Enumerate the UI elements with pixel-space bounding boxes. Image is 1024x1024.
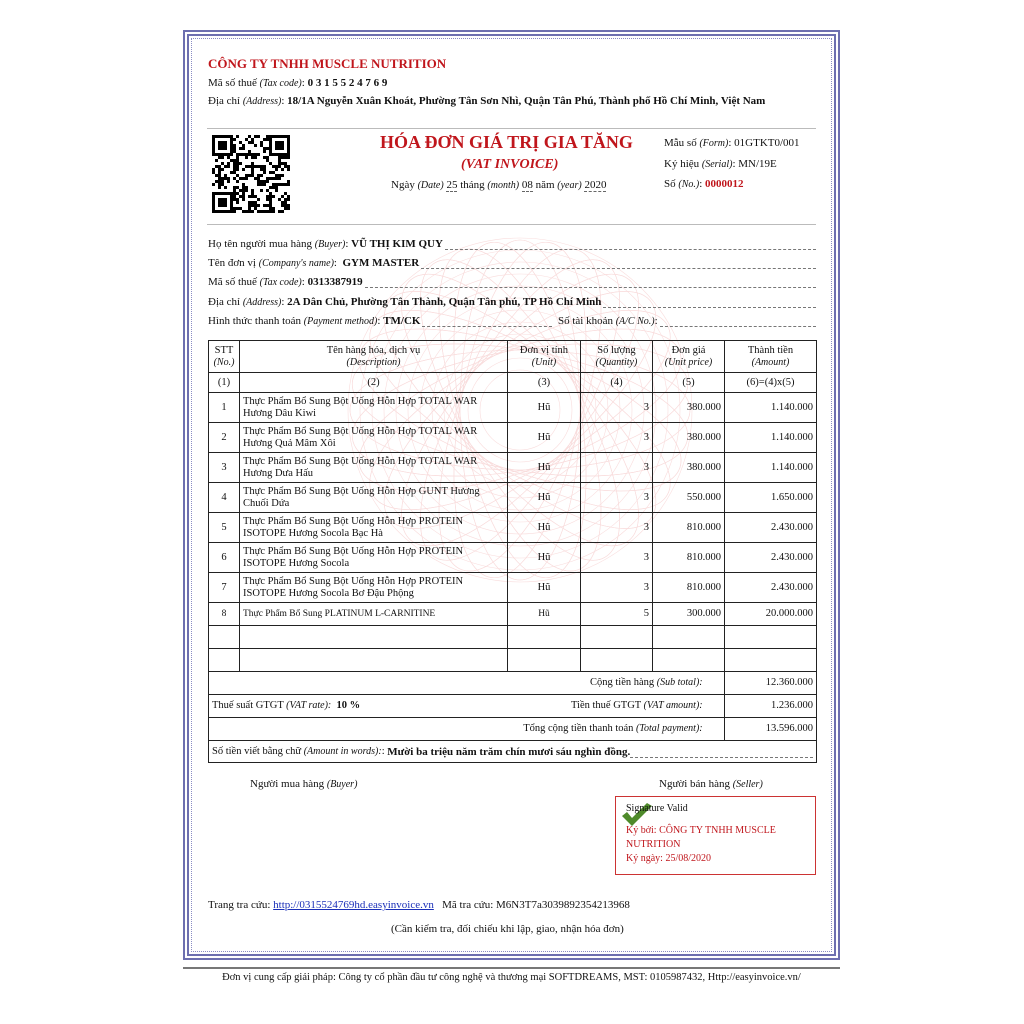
index-row bbox=[209, 373, 817, 393]
column-header: Số lượng (Quantity) bbox=[581, 341, 653, 373]
row-amount: 2.430.000 bbox=[725, 513, 817, 543]
row-no: 4 bbox=[209, 483, 240, 513]
column-index: (5) bbox=[653, 373, 725, 393]
total-row bbox=[209, 718, 817, 741]
row-description: Thực Phẩm Bổ Sung Bột Uống Hỗn Hợp PROTEIN ISOTOPE Hương Socola bbox=[240, 543, 508, 573]
table-row bbox=[209, 513, 817, 543]
table-row bbox=[209, 573, 817, 603]
row-unit-price: 380.000 bbox=[653, 453, 725, 483]
seller-tax-code: Mã số thuế (Tax code): 0 3 1 5 5 2 4 7 6 9 bbox=[208, 77, 388, 89]
total-value: 13.596.000 bbox=[725, 718, 817, 741]
signature-status: Signature Valid bbox=[626, 803, 688, 814]
table-row bbox=[209, 393, 817, 423]
row-unit: Hũ bbox=[508, 573, 581, 603]
payment-line: Hình thức thanh toán (Payment method) : TM/CK Số tài khoản (A/C No.) : bbox=[208, 311, 816, 327]
row-unit: Hũ bbox=[508, 453, 581, 483]
row-amount: 1.140.000 bbox=[725, 453, 817, 483]
column-header: STT (No.) bbox=[209, 341, 240, 373]
seller-address: Địa chỉ (Address): 18/1A Nguyễn Xuân Khoát, Phường Tân Sơn Nhì, Quận Tân Phú, Thành phố Hồ Chí Minh, Việt Nam bbox=[208, 95, 766, 107]
row-unit: Hũ bbox=[508, 423, 581, 453]
row-unit-price: 810.000 bbox=[653, 543, 725, 573]
row-unit-price: 810.000 bbox=[653, 573, 725, 603]
amount-in-words: Số tiền viết bằng chữ (Amount in words): : Mười ba triệu năm trăm chín mươi sáu nghìn đồng. bbox=[209, 741, 817, 763]
table-cell bbox=[240, 626, 508, 649]
row-unit: Hũ bbox=[508, 603, 581, 626]
subtotal-row bbox=[209, 672, 817, 695]
row-description: Thực Phẩm Bổ Sung Bột Uống Hỗn Hợp TOTAL WAR Hương Quả Mâm Xôi bbox=[240, 423, 508, 453]
vat-row bbox=[209, 695, 817, 718]
divider bbox=[207, 128, 816, 129]
row-no: 6 bbox=[209, 543, 240, 573]
row-quantity: 3 bbox=[581, 393, 653, 423]
table-row bbox=[209, 543, 817, 573]
row-quantity: 5 bbox=[581, 603, 653, 626]
row-description: Thực Phẩm Bổ Sung Bột Uống Hỗn Hợp TOTAL WAR Hương Dâu Kiwi bbox=[240, 393, 508, 423]
row-quantity: 3 bbox=[581, 513, 653, 543]
empty-row bbox=[209, 649, 817, 672]
words-row bbox=[209, 741, 817, 763]
items-table bbox=[208, 340, 817, 763]
vat-amount-value: 1.236.000 bbox=[725, 695, 817, 718]
digital-signature-box bbox=[615, 796, 816, 875]
table-cell bbox=[581, 649, 653, 672]
divider bbox=[183, 967, 840, 969]
check-note: (Cần kiểm tra, đối chiếu khi lập, giao, nhận hóa đơn) bbox=[391, 923, 624, 935]
row-amount: 2.430.000 bbox=[725, 543, 817, 573]
table-cell bbox=[653, 626, 725, 649]
divider bbox=[207, 224, 816, 225]
buyer-address-line: Địa chỉ (Address) : 2A Dân Chủ, Phường Tân Thành, Quận Tân phú, TP Hồ Chí Minh bbox=[208, 292, 816, 308]
buyer-signature-label: Người mua hàng (Buyer) bbox=[250, 778, 358, 790]
table-row bbox=[209, 423, 817, 453]
column-index: (2) bbox=[240, 373, 508, 393]
column-index: (6)=(4)x(5) bbox=[725, 373, 817, 393]
row-unit-price: 550.000 bbox=[653, 483, 725, 513]
form-number: Mẫu số (Form): 01GTKT0/001 bbox=[664, 137, 800, 149]
column-index: (1) bbox=[209, 373, 240, 393]
row-unit: Hũ bbox=[508, 483, 581, 513]
signed-by: Ký bởi: CÔNG TY TNHH MUSCLE NUTRITION bbox=[626, 825, 776, 850]
invoice-title: HÓA ĐƠN GIÁ TRỊ GIA TĂNG bbox=[380, 132, 633, 152]
lookup-line: Trang tra cứu: http://0315524769hd.easyinvoice.vn Mã tra cứu: M6N3T7a3039892354213968 bbox=[208, 899, 630, 911]
row-description: Thực Phẩm Bổ Sung Bột Uống Hỗn Hợp TOTAL WAR Hương Dưa Hấu bbox=[240, 453, 508, 483]
table-cell bbox=[725, 649, 817, 672]
subtotal-label: Cộng tiền hàng (Sub total): bbox=[209, 672, 725, 695]
buyer-company-line: Tên đơn vị (Company's name) : GYM MASTER bbox=[208, 253, 816, 269]
row-no: 8 bbox=[209, 603, 240, 626]
total-label: Tổng cộng tiền thanh toán (Total payment): bbox=[209, 718, 725, 741]
row-unit: Hũ bbox=[508, 393, 581, 423]
row-no: 5 bbox=[209, 513, 240, 543]
table-cell bbox=[653, 649, 725, 672]
seller-signature-label: Người bán hàng (Seller) bbox=[659, 778, 763, 790]
row-quantity: 3 bbox=[581, 483, 653, 513]
table-cell bbox=[581, 626, 653, 649]
table-row bbox=[209, 483, 817, 513]
signed-date: Ký ngày: 25/08/2020 bbox=[626, 853, 711, 864]
column-header: Đơn vị tính (Unit) bbox=[508, 341, 581, 373]
row-unit-price: 810.000 bbox=[653, 513, 725, 543]
row-amount: 1.140.000 bbox=[725, 423, 817, 453]
row-amount: 20.000.000 bbox=[725, 603, 817, 626]
provider-info: Đơn vị cung cấp giải pháp: Công ty cổ phần đầu tư công nghệ và thương mại SOFTDREAMS, MST: 0105987432, Http://easyinvoice.vn/ bbox=[222, 972, 801, 983]
table-row bbox=[209, 603, 817, 626]
row-amount: 1.140.000 bbox=[725, 393, 817, 423]
row-quantity: 3 bbox=[581, 423, 653, 453]
buyer-name-line: Họ tên người mua hàng (Buyer) : VŨ THỊ KIM QUY bbox=[208, 234, 816, 250]
subtotal-value: 12.360.000 bbox=[725, 672, 817, 695]
table-row bbox=[209, 453, 817, 483]
row-no: 3 bbox=[209, 453, 240, 483]
row-unit-price: 380.000 bbox=[653, 423, 725, 453]
row-unit: Hũ bbox=[508, 543, 581, 573]
invoice-number: Số (No.): 0000012 bbox=[664, 178, 744, 190]
table-cell bbox=[725, 626, 817, 649]
table-cell bbox=[240, 649, 508, 672]
column-header: Thành tiền (Amount) bbox=[725, 341, 817, 373]
row-no: 2 bbox=[209, 423, 240, 453]
row-amount: 2.430.000 bbox=[725, 573, 817, 603]
row-description: Thực Phẩm Bổ Sung Bột Uống Hỗn Hợp GUNT Hương Chuối Dứa bbox=[240, 483, 508, 513]
table-cell bbox=[209, 626, 240, 649]
row-description: Thực Phẩm Bổ Sung Bột Uống Hỗn Hợp PROTEIN ISOTOPE Hương Socola Bơ Đậu Phộng bbox=[240, 573, 508, 603]
lookup-link[interactable]: http://0315524769hd.easyinvoice.vn bbox=[273, 899, 434, 911]
header-row bbox=[209, 341, 817, 373]
row-quantity: 3 bbox=[581, 543, 653, 573]
row-quantity: 3 bbox=[581, 453, 653, 483]
column-index: (4) bbox=[581, 373, 653, 393]
row-amount: 1.650.000 bbox=[725, 483, 817, 513]
column-header: Đơn giá (Unit price) bbox=[653, 341, 725, 373]
buyer-tax-line: Mã số thuế (Tax code) : 0313387919 bbox=[208, 272, 816, 288]
vat-row-label: Thuế suất GTGT (VAT rate): 10 % Tiền thuế GTGT (VAT amount): bbox=[209, 695, 725, 718]
qr-code bbox=[212, 135, 290, 213]
row-quantity: 3 bbox=[581, 573, 653, 603]
row-no: 7 bbox=[209, 573, 240, 603]
row-no: 1 bbox=[209, 393, 240, 423]
table-cell bbox=[508, 626, 581, 649]
invoice-date: Ngày (Date) 25 tháng (month) 08 năm (year) 2020 bbox=[391, 179, 607, 191]
empty-row bbox=[209, 626, 817, 649]
row-description: Thực Phẩm Bổ Sung PLATINUM L-CARNITINE bbox=[240, 603, 508, 626]
row-unit-price: 380.000 bbox=[653, 393, 725, 423]
row-description: Thực Phẩm Bổ Sung Bột Uống Hỗn Hợp PROTEIN ISOTOPE Hương Socola Bạc Hà bbox=[240, 513, 508, 543]
seller-name: CÔNG TY TNHH MUSCLE NUTRITION bbox=[208, 56, 447, 71]
serial: Ký hiệu (Serial): MN/19E bbox=[664, 158, 777, 170]
table-cell bbox=[508, 649, 581, 672]
row-unit-price: 300.000 bbox=[653, 603, 725, 626]
column-index: (3) bbox=[508, 373, 581, 393]
invoice-subtitle: (VAT INVOICE) bbox=[461, 157, 559, 172]
column-header: Tên hàng hóa, dịch vụ (Description) bbox=[240, 341, 508, 373]
row-unit: Hũ bbox=[508, 513, 581, 543]
table-cell bbox=[209, 649, 240, 672]
